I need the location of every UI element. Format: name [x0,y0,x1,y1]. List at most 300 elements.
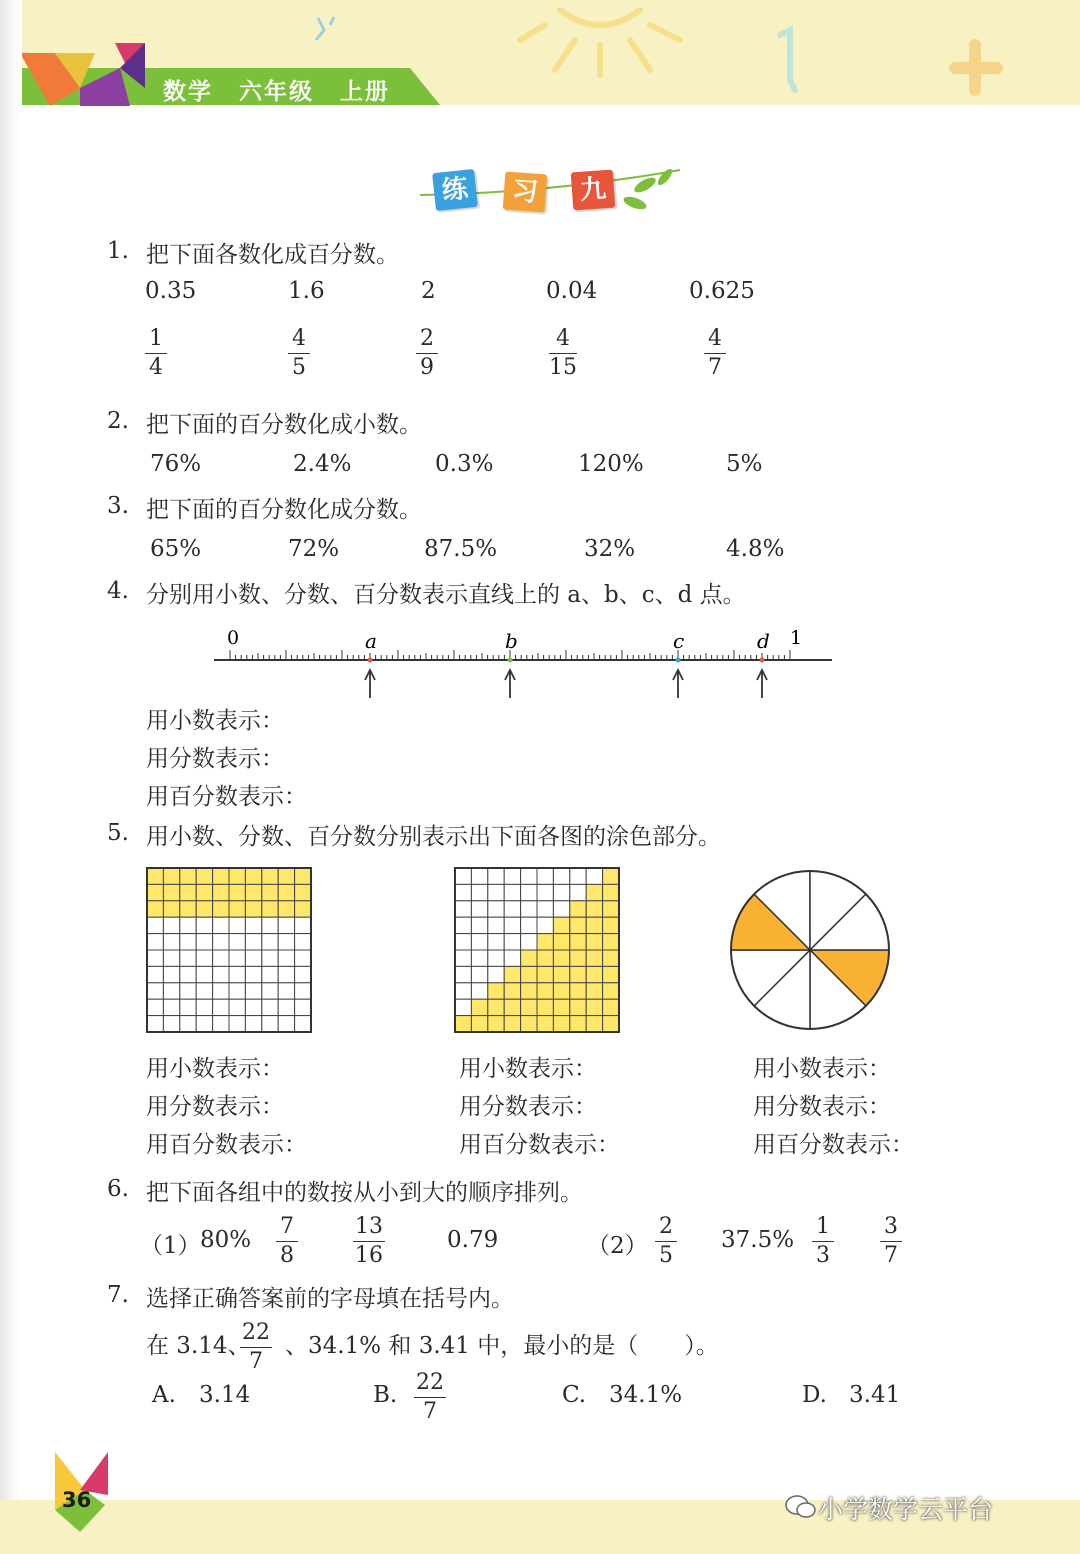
grid-cell [196,1016,212,1032]
grid-cell [163,983,179,999]
q1-fraction-1 [145,326,167,381]
grid-cell [488,917,504,933]
grid-cell [213,966,229,982]
q6-group1-fraction-2 [353,1214,385,1269]
grid-cell [278,983,294,999]
grid-cell [521,934,537,950]
grid-cell [455,999,471,1015]
grid-cell [163,934,179,950]
grid-cell [603,868,619,884]
numerator: 2 [420,326,434,351]
grid-cell [196,917,212,933]
grid-cell [213,950,229,966]
q2-text: 把下面的百分数化成小数。 [146,412,422,438]
grid-cell [163,868,179,884]
numerator: 22 [416,1370,444,1395]
grid-cell [245,966,261,982]
exercise-title [420,165,690,225]
q2-value-1: 76% [150,451,202,477]
grid-cell [570,999,586,1015]
grid-cell [295,950,311,966]
grid-cell [586,917,602,933]
grid-cell [196,966,212,982]
grid-cell [537,917,553,933]
grid-cell [553,950,569,966]
q5-fig1-label-decimal: 用小数表示： [146,1056,284,1082]
grid-cell [229,901,245,917]
grid-cell [163,1016,179,1032]
q5-fig3-label-decimal: 用小数表示： [753,1056,891,1082]
q1-decimal-1: 0.35 [145,278,197,304]
grid-cell [570,901,586,917]
numerator: 3 [884,1214,898,1239]
number-line-point-c [673,629,684,698]
numerator: 13 [355,1214,383,1239]
grid-cell [586,868,602,884]
grid-cell [488,868,504,884]
grid-cell [455,934,471,950]
q2-value-4: 120% [578,451,644,477]
q3-number: 3. [107,493,129,519]
q2-value-2: 2.4% [293,451,352,477]
grid-cell [586,966,602,982]
grid-cell [455,901,471,917]
grid-cell [295,966,311,982]
grid-cell [229,950,245,966]
denominator: 7 [708,355,722,380]
grid-cell [147,1016,163,1032]
grid-cell [245,868,261,884]
q4-label-decimal: 用小数表示： [146,708,284,734]
title-char-3: 九 [571,170,616,211]
grid-cell [196,983,212,999]
q7-option-b-fraction [414,1370,446,1425]
q5-fig2-label-decimal: 用小数表示： [459,1056,597,1082]
plus-doodle-icon [955,45,997,90]
grid-cell [603,917,619,933]
grid-cell [180,934,196,950]
grid-cell [163,884,179,900]
q7-option-d-label: D. [802,1382,827,1408]
q1-fraction-4 [549,326,577,381]
numerator: 22 [242,1320,270,1345]
grid-cell [147,917,163,933]
q3-value-4: 32% [584,536,636,562]
grid-cell [262,901,278,917]
grid-cell [553,868,569,884]
grid-cell [553,934,569,950]
grid-cell [471,966,487,982]
number-line-point-d [757,629,770,698]
q4-label-fraction: 用分数表示： [146,746,284,772]
q1-number: 1. [107,238,129,264]
q4-number: 4. [107,578,129,604]
grid-cell [245,983,261,999]
header-subject: 数学 [163,79,213,105]
grid-cell [488,934,504,950]
grid-cell [521,999,537,1015]
q1-fraction-3 [416,326,438,381]
q7-option-c-value: 34.1% [609,1382,683,1408]
grid-cell [603,966,619,982]
grid-cell [229,917,245,933]
grid-cell [471,884,487,900]
grid-cell [213,901,229,917]
q7-stem-start: 在 3.14、 [146,1333,251,1359]
q5-text: 用小数、分数、百分数分别表示出下面各图的涂色部分。 [146,824,721,850]
grid-cell [180,999,196,1015]
grid-cell [521,966,537,982]
grid-cell [278,999,294,1015]
grid-cell [180,950,196,966]
header-title [163,73,416,106]
grid-cell [570,1016,586,1032]
grid-cell [213,983,229,999]
grid-cell [455,868,471,884]
grid-cell [180,884,196,900]
grid-cell [245,901,261,917]
denominator: 5 [659,1243,673,1268]
grid-cell [537,999,553,1015]
grid-cell [180,901,196,917]
grid-cell [455,950,471,966]
grid-cell [504,1016,520,1032]
q5-fig1-label-percent: 用百分数表示： [146,1132,307,1158]
grid-cell [521,950,537,966]
number-line [200,620,850,705]
grid-cell [295,983,311,999]
grid-cell [262,966,278,982]
q7-stem-fraction [240,1320,272,1375]
grid-cell [262,1016,278,1032]
grid-cell [488,950,504,966]
grid-cell [455,1016,471,1032]
denominator: 5 [292,355,306,380]
denominator: 7 [249,1349,263,1374]
title-char-2: 习 [503,172,548,213]
numerator: 4 [708,326,722,351]
svg-text:c: c [673,629,685,653]
grid-cell [537,966,553,982]
grid-cell [245,934,261,950]
grid-cell [147,934,163,950]
header-volume: 上册 [340,79,390,105]
grid-cell [196,950,212,966]
denominator: 3 [816,1243,830,1268]
grid-cell [278,868,294,884]
q2-value-3: 0.3% [435,451,494,477]
q7-option-d-value: 3.41 [849,1382,901,1408]
grid-cell [553,917,569,933]
grid-cell [553,884,569,900]
star-doodle-icon [316,17,334,40]
grid-cell [229,884,245,900]
tangram-logo-icon [20,38,160,108]
q5-grid-staircase-shaded [453,866,621,1036]
grid-cell [295,901,311,917]
grid-cell [603,999,619,1015]
grid-cell [213,917,229,933]
grid-cell [553,1016,569,1032]
grid-cell [603,983,619,999]
grid-cell [521,884,537,900]
q5-fig3-label-percent: 用百分数表示： [753,1132,914,1158]
page-left-edge [0,0,22,1554]
number-line-one: 1 [790,627,803,649]
q7-option-c-label: C. [562,1382,587,1408]
q2-value-5: 5% [726,451,763,477]
grid-cell [147,884,163,900]
grid-cell [455,917,471,933]
grid-cell [196,884,212,900]
grid-cell [488,999,504,1015]
numerator: 1 [816,1214,830,1239]
grid-cell [147,901,163,917]
q7-option-a-label: A. [152,1382,176,1408]
grid-cell [586,999,602,1015]
grid-cell [488,1016,504,1032]
grid-cell [245,917,261,933]
grid-cell [553,901,569,917]
grid-cell [213,934,229,950]
grid-cell [245,1016,261,1032]
grid-cell [471,950,487,966]
q6-group2-percent: 37.5% [721,1227,795,1253]
number-line-point-b [505,629,518,698]
grid-cell [262,917,278,933]
q3-value-5: 4.8% [726,536,785,562]
grid-cell [586,983,602,999]
grid-cell [537,1016,553,1032]
q1-text: 把下面各数化成百分数。 [146,242,399,268]
q6-group1-percent: 80% [200,1227,252,1253]
q5-fig2-label-fraction: 用分数表示： [459,1094,597,1120]
grid-cell [603,884,619,900]
grid-cell [504,934,520,950]
grid-cell [586,950,602,966]
grid-cell [147,966,163,982]
grid-cell [455,966,471,982]
header-grade: 六年级 [239,79,314,105]
grid-cell [163,950,179,966]
grid-cell [471,983,487,999]
grid-cell [262,868,278,884]
grid-cell [521,983,537,999]
q6-group2-fraction-3 [880,1214,902,1269]
grid-cell [213,999,229,1015]
grid-cell [180,966,196,982]
grid-cell [196,868,212,884]
grid-cell [586,901,602,917]
q6-number: 6. [107,1176,129,1202]
q7-number: 7. [107,1282,129,1308]
grid-cell [488,884,504,900]
grid-cell [521,868,537,884]
grid-cell [553,983,569,999]
grid-cell [455,884,471,900]
grid-cell [278,901,294,917]
grid-cell [504,983,520,999]
grid-cell [504,917,520,933]
grid-cell [147,999,163,1015]
grid-cell [537,950,553,966]
grid-cell [488,901,504,917]
grid-cell [488,983,504,999]
grid-cell [471,917,487,933]
numerator: 2 [659,1214,673,1239]
grid-cell [278,966,294,982]
grid-cell [163,999,179,1015]
q7-stem-end: 、34.1% 和 3.41 中，最小的是（ ）。 [285,1333,719,1359]
grid-cell [603,901,619,917]
q4-label-percent: 用百分数表示： [146,784,307,810]
denominator: 7 [423,1399,437,1424]
grid-cell [180,868,196,884]
grid-cell [586,1016,602,1032]
grid-cell [163,966,179,982]
grid-cell [213,1016,229,1032]
grid-cell [295,884,311,900]
grid-cell [570,917,586,933]
grid-cell [229,868,245,884]
denominator: 16 [355,1243,383,1268]
grid-cell [147,983,163,999]
q6-group1-label: （1） [140,1233,201,1259]
q1-decimal-5: 0.625 [689,278,755,304]
grid-cell [163,901,179,917]
q6-group1-fraction-1 [276,1214,298,1269]
q4-text: 分别用小数、分数、百分数表示直线上的 a、b、c、d 点。 [146,582,746,608]
grid-cell [504,868,520,884]
q2-number: 2. [107,408,129,434]
grid-cell [295,1016,311,1032]
grid-cell [180,917,196,933]
q5-pie-shaded [726,866,894,1034]
grid-cell [537,884,553,900]
grid-cell [262,983,278,999]
grid-cell [488,966,504,982]
grid-cell [504,966,520,982]
numerator: 4 [292,326,306,351]
grid-cell [521,901,537,917]
q6-group2-fraction-2 [812,1214,834,1269]
wechat-icon [785,1493,817,1521]
grid-cell [471,1016,487,1032]
q7-option-b-label: B. [373,1382,398,1408]
grid-cell [229,966,245,982]
q3-value-2: 72% [288,536,340,562]
grid-cell [471,868,487,884]
q5-fig2-label-percent: 用百分数表示： [459,1132,620,1158]
one-doodle-icon [780,30,795,90]
grid-cell [537,901,553,917]
number-line-zero: 0 [227,627,240,649]
denominator: 7 [884,1243,898,1268]
grid-cell [537,934,553,950]
watermark: 小学数学云平台 [818,1495,994,1524]
grid-cell [537,868,553,884]
grid-cell [278,950,294,966]
numerator: 7 [280,1214,294,1239]
q6-group2-label: （2） [587,1233,648,1259]
q5-grid-top-shaded [145,866,313,1036]
grid-cell [471,901,487,917]
grid-cell [163,917,179,933]
grid-cell [521,917,537,933]
grid-cell [180,983,196,999]
grid-cell [570,884,586,900]
grid-cell [278,917,294,933]
grid-cell [504,950,520,966]
grid-cell [196,901,212,917]
grid-cell [295,917,311,933]
denominator: 15 [549,355,577,380]
grid-cell [262,999,278,1015]
grid-cell [245,950,261,966]
grid-cell [553,966,569,982]
denominator: 8 [280,1243,294,1268]
q7-option-a-value: 3.14 [199,1382,251,1408]
numerator: 4 [556,326,570,351]
svg-text:b: b [505,629,518,653]
grid-cell [504,884,520,900]
grid-cell [553,999,569,1015]
q1-fraction-5 [704,326,726,381]
numerator: 1 [149,326,163,351]
grid-cell [504,901,520,917]
grid-cell [196,999,212,1015]
grid-cell [537,983,553,999]
grid-cell [295,999,311,1015]
grid-cell [229,983,245,999]
q6-group1-decimal: 0.79 [447,1227,499,1253]
q3-value-1: 65% [150,536,202,562]
denominator: 4 [149,355,163,380]
grid-cell [278,1016,294,1032]
q1-decimal-4: 0.04 [546,278,598,304]
grid-cell [262,884,278,900]
q5-fig3-label-fraction: 用分数表示： [753,1094,891,1120]
q3-text: 把下面的百分数化成分数。 [146,497,422,523]
grid-cell [229,1016,245,1032]
grid-cell [521,1016,537,1032]
grid-cell [262,950,278,966]
grid-cell [245,884,261,900]
title-char-1: 练 [432,169,478,211]
grid-cell [295,868,311,884]
grid-cell [278,884,294,900]
q3-value-3: 87.5% [424,536,498,562]
grid-cell [229,999,245,1015]
grid-cell [295,934,311,950]
q5-number: 5. [107,820,129,846]
grid-cell [586,884,602,900]
grid-cell [262,934,278,950]
grid-cell [180,1016,196,1032]
grid-cell [603,1016,619,1032]
grid-cell [603,934,619,950]
sun-icon [520,10,680,75]
denominator: 9 [420,355,434,380]
svg-text:a: a [365,629,377,653]
grid-cell [586,934,602,950]
page-number: 36 [62,1488,92,1512]
grid-cell [570,983,586,999]
grid-cell [471,999,487,1015]
svg-text:d: d [757,629,770,653]
grid-cell [570,950,586,966]
grid-cell [147,868,163,884]
